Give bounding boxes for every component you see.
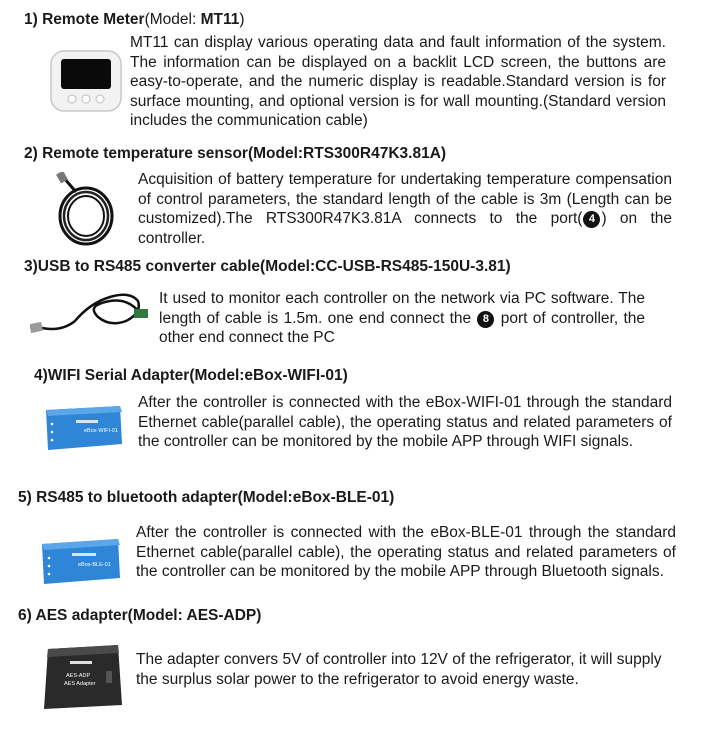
wifi-adapter-icon bbox=[42, 404, 124, 457]
section-4-heading: 4)WIFI Serial Adapter(Model:eBox-WIFI-01) bbox=[34, 367, 348, 384]
section-6-description: The adapter convers 5V of controller into 12V of the refrigerator, it will supply the surplus solar power to the refrigerator to avoid energy waste. bbox=[136, 651, 662, 688]
usb-rs485-cable-icon bbox=[30, 283, 152, 348]
section-1-model: MT11 bbox=[200, 11, 240, 28]
section-6-heading: 6) AES adapter(Model: AES-ADP) bbox=[18, 607, 262, 624]
section-3-text-part-1: It used to monitor each controller on the network via PC software. The length of cable is 1.5m. one end connect the bbox=[159, 290, 645, 327]
section-2-heading: 2) Remote temperature sensor(Model:RTS300R47K3.81A) bbox=[24, 145, 447, 162]
section-2-text-part-1: Acquisition of battery temperature for undertaking temperature compensation of control parameters, the standard length of the cable is 3m (Length can be customized).The RTS300R47K3.81A connects to the port( bbox=[138, 171, 672, 227]
section-1-heading bbox=[24, 11, 245, 29]
section-4-description: After the controller is connected with the eBox-WIFI-01 through the standard Ethernet cable(parallel cable), the operating status and related parameters of the controller can be monitored by the mobile APP through WIFI signals. bbox=[138, 394, 672, 450]
wifi-adapter-label: eBox-WIFI-01 bbox=[84, 428, 118, 434]
temperature-sensor-cable-icon bbox=[46, 172, 126, 257]
section-3-text-part-2: port of controller, the other end connect the PC bbox=[159, 309, 645, 346]
section-1-title: 1) Remote Meter bbox=[24, 11, 145, 28]
remote-meter-device-icon bbox=[50, 50, 122, 117]
bluetooth-adapter-label: eBox-BLE-01 bbox=[78, 562, 111, 568]
section-2-description bbox=[138, 170, 672, 248]
port-8-badge: 8 bbox=[477, 311, 494, 328]
section-1-description: MT11 can display various operating data and fault information of the system. The information can be displayed on a backlit LCD screen, the buttons are easy-to-operate, and the numeric display is readable.Standard version is for surface mounting, and optional version is for wall mounting.(Standard version includes the communication cable) bbox=[130, 34, 666, 129]
section-3-description bbox=[159, 289, 645, 348]
section-5-description: After the controller is connected with the eBox-BLE-01 through the standard Ethernet cable(parallel cable), the operating status and related parameters of the controller can be monitored by the mobile APP through Bluetooth signals. bbox=[136, 524, 676, 580]
port-4-badge: 4 bbox=[583, 211, 600, 228]
section-1-model-close: ) bbox=[239, 11, 245, 28]
aes-adapter-label-2: AES Adapter bbox=[64, 681, 96, 687]
aes-adapter-icon bbox=[40, 643, 124, 718]
bluetooth-adapter-icon bbox=[38, 536, 122, 591]
section-1-model-prefix: (Model: bbox=[144, 11, 201, 28]
section-5-heading: 5) RS485 to bluetooth adapter(Model:eBox-BLE-01) bbox=[18, 489, 395, 506]
aes-adapter-label-1: AES-ADP bbox=[66, 673, 91, 679]
section-2-text-part-2: ) on the controller. bbox=[138, 210, 672, 247]
section-3-heading: 3)USB to RS485 converter cable(Model:CC-USB-RS485-150U-3.81) bbox=[24, 258, 511, 275]
